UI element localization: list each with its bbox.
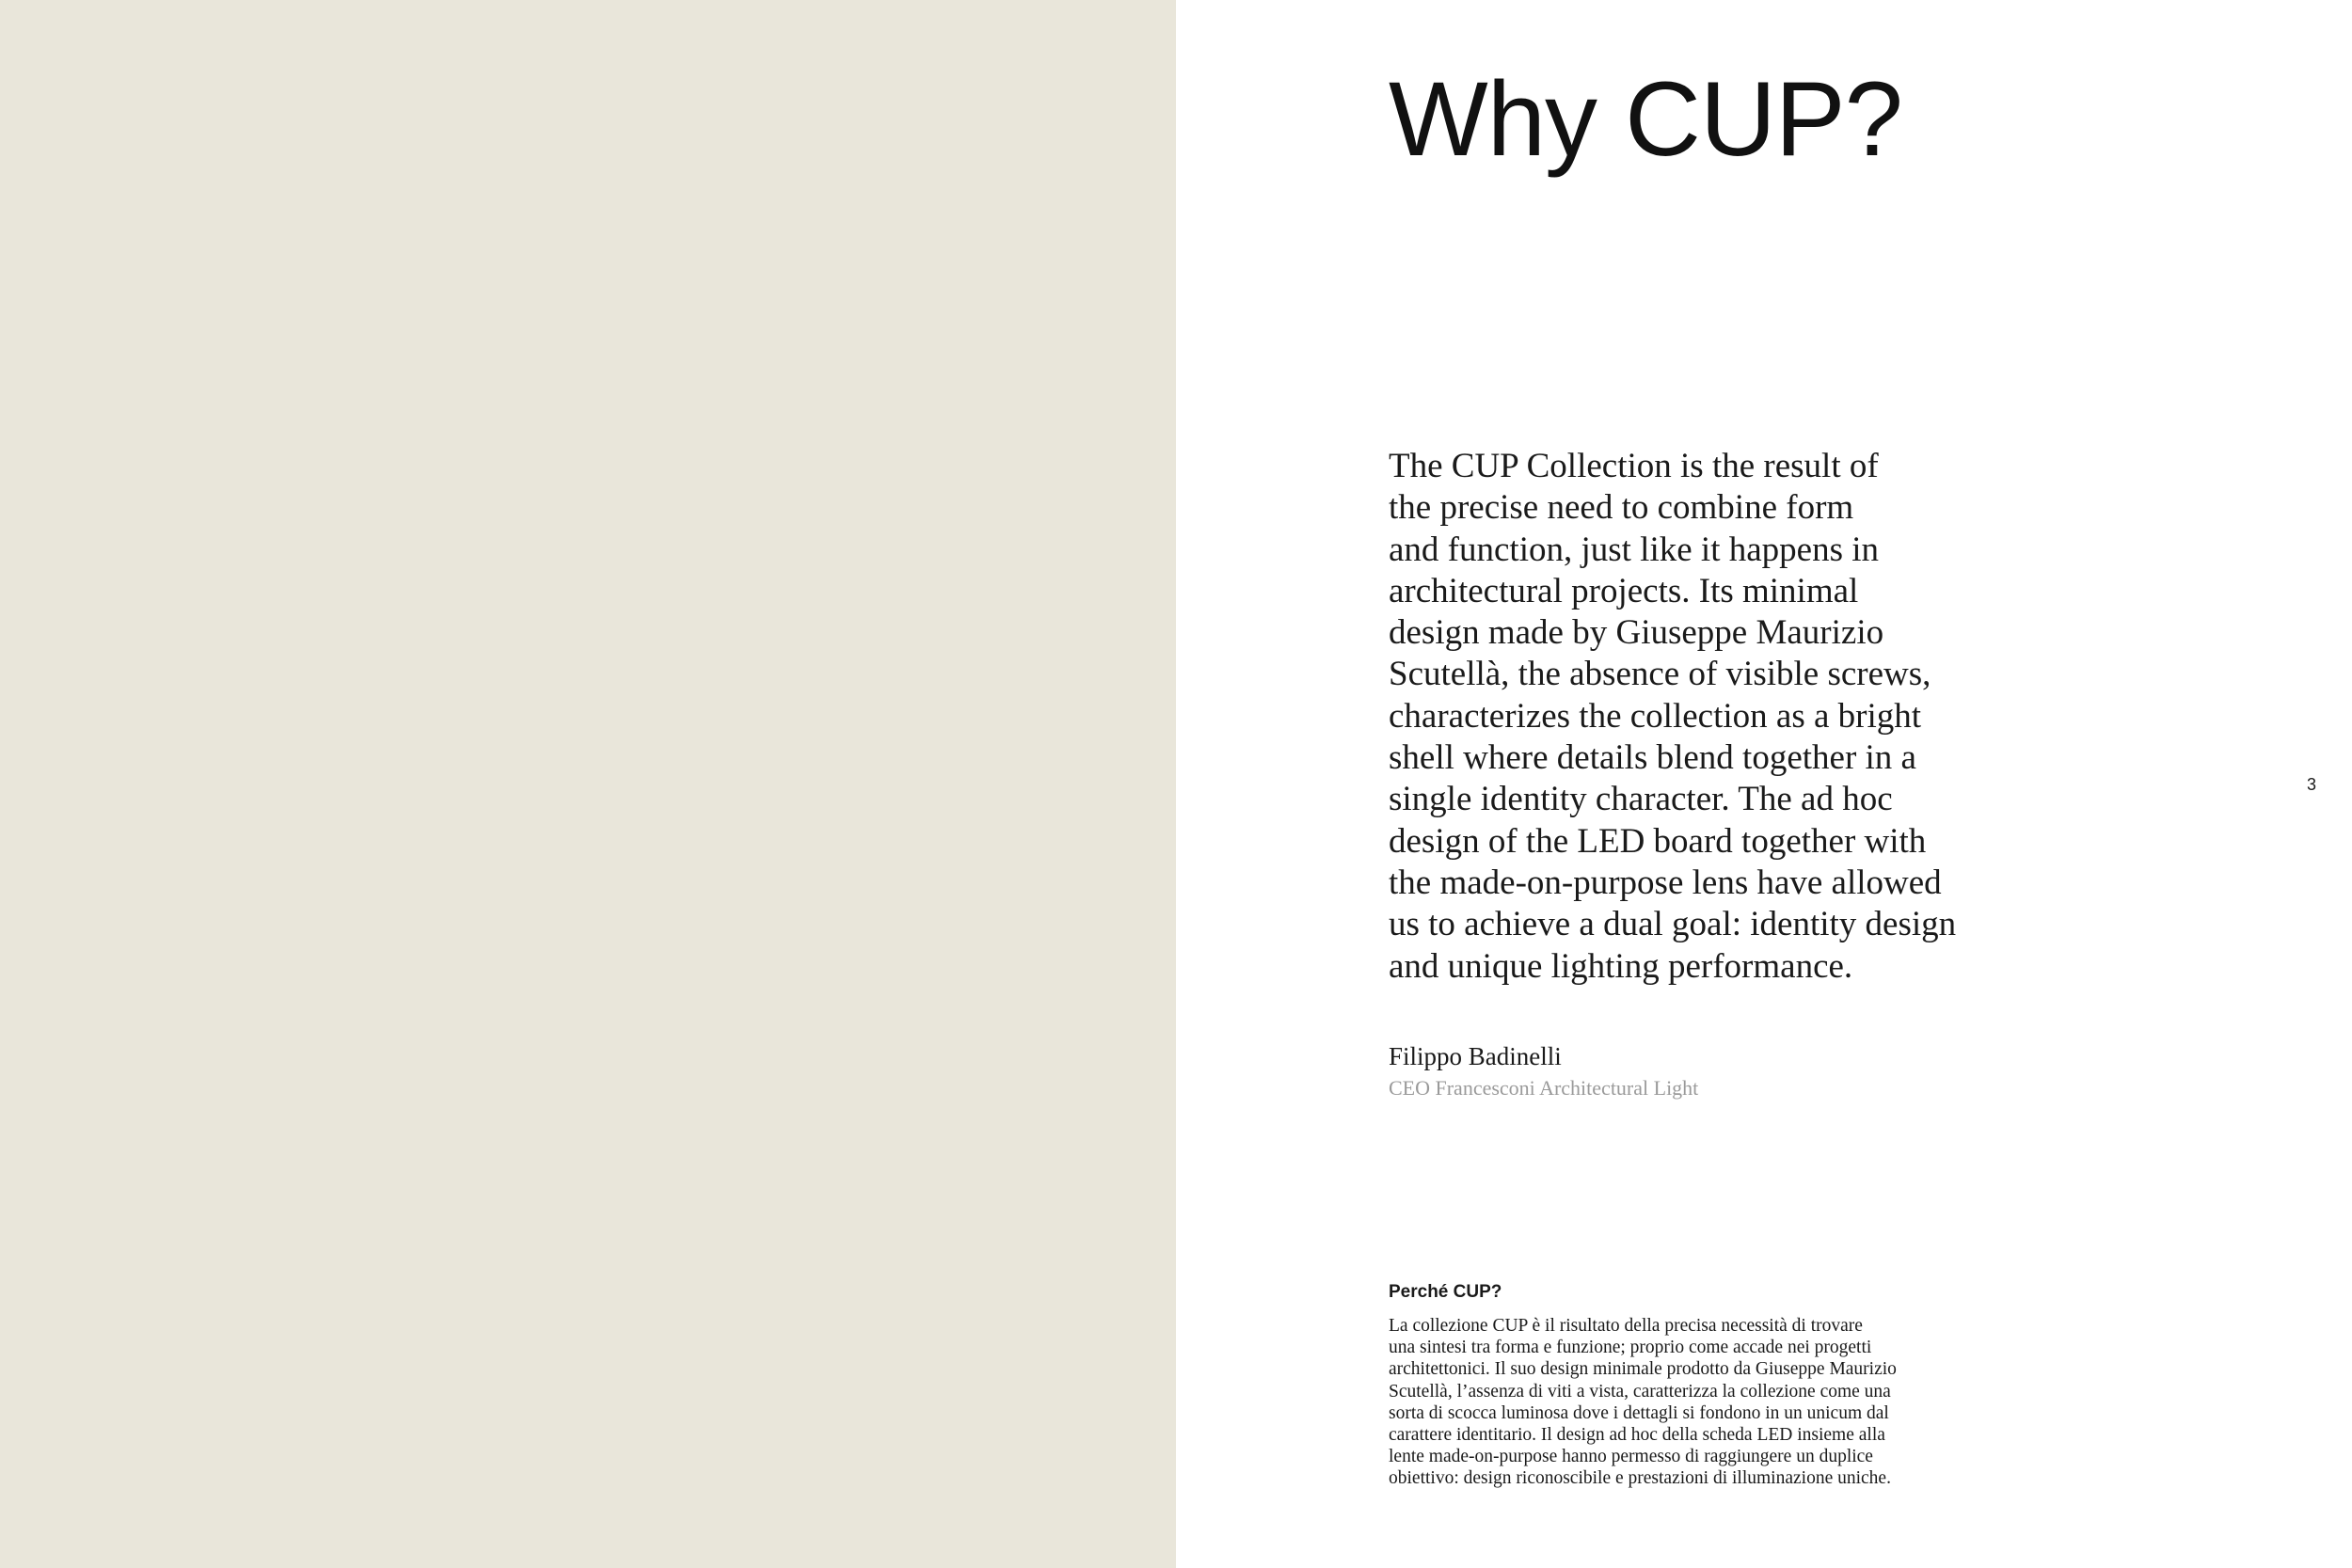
italian-body: La collezione CUP è il risultato della precisa necessità di trovare una sintesi tra forma e funzione; proprio come accade nei progetti architettonici. Il suo design minimale prodotto da Giuseppe Maurizio Scutellà, l’assenza di viti a vista, caratterizza la collezione come una sorta di scocca luminosa dove i dettagli si fondono in un unicum dal carattere identitario. Il design ad hoc della scheda LED insieme alla lente made-on-purpose hanno permesso di raggiungere un duplice obiettivo: design riconoscibile e prestazioni di illuminazione uniche. xyxy=(1389,1316,1897,1489)
author-name: Filippo Badinelli xyxy=(1389,1042,1562,1070)
page-number: 3 xyxy=(2307,775,2317,794)
author-role: CEO Francesconi Architectural Light xyxy=(1389,1076,1699,1100)
italian-heading: Perché CUP? xyxy=(1389,1282,1502,1302)
english-quote: The CUP Collection is the result of the precise need to combine form and function, just like it happens in architectural projects. Its minimal design made by Giuseppe Maurizio Scutellà, the absence of visible screws, characterizes the collection as a bright shell where details blend together in a single identity character. The ad hoc design of the LED board together with the made-on-purpose lens have allowed us to achieve a dual goal: identity design and unique lighting performance. xyxy=(1389,447,1957,986)
page-title: Why CUP? xyxy=(1389,60,1902,178)
right-page xyxy=(1176,0,2352,1568)
